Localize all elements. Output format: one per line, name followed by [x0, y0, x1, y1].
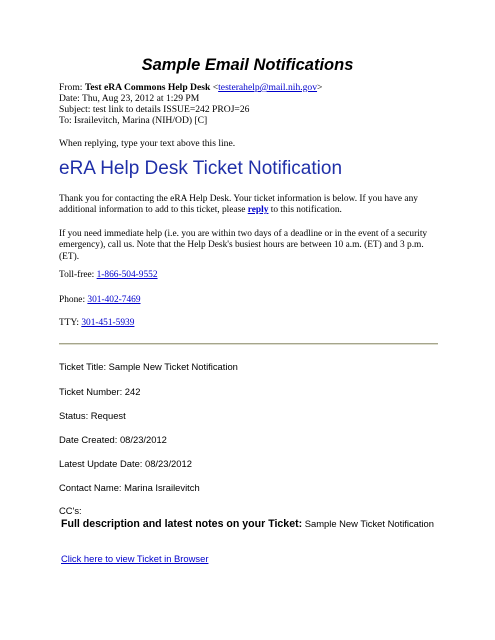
tty-row [59, 318, 443, 329]
main-heading: eRA Help Desk Ticket Notification [59, 158, 343, 179]
from-row [59, 82, 322, 93]
document-title: Sample Email Notifications [141, 56, 354, 74]
from-email-link[interactable]: testerahelp@mail.nih.gov [218, 82, 318, 93]
urgent-help-paragraph: If you need immediate help (i.e. you are within two days of a deadline or in the event of a security emergency), call us. Note that the Help Desk's busiest hours are between 10 a.m. (ET) and 3 p.m. (ET). [59, 229, 428, 262]
to-row: To: Israilevitch, Marina (NIH/OD) [C] [59, 115, 208, 126]
view-ticket-row [61, 553, 208, 564]
ticket-latest-update: Latest Update Date: 08/23/2012 [59, 458, 192, 469]
email-headers [59, 82, 322, 126]
from-email-close: > [317, 82, 323, 93]
from-label: From: [59, 82, 83, 93]
tollfree-number-link[interactable]: 1-866-504-9552 [96, 270, 158, 280]
ticket-number: Ticket Number: 242 [59, 386, 141, 397]
from-email-open: < [212, 82, 219, 93]
ticket-date-created: Date Created: 08/23/2012 [59, 434, 167, 445]
tollfree-label: Toll-free: [59, 270, 95, 280]
ticket-contact-name: Contact Name: Marina Israilevitch [59, 482, 200, 493]
tty-label: TTY: [59, 318, 79, 328]
view-ticket-link[interactable]: Click here to view Ticket in Browser [61, 553, 209, 564]
phone-number-link[interactable]: 301-402-7469 [87, 295, 141, 305]
divider [59, 343, 438, 345]
phone-label: Phone: [59, 295, 86, 305]
intro-text: Thank you for contacting the eRA Help Desk. Your ticket information is below. If you have any additional information to add to this ticket, please [59, 194, 418, 216]
tty-number-link[interactable]: 301-451-5939 [81, 318, 135, 328]
from-name: Test eRA Commons Help Desk [84, 82, 211, 93]
full-description-label: Full description and latest notes on your Ticket: [61, 518, 303, 530]
tollfree-row [59, 270, 443, 281]
date-row: Date: Thu, Aug 23, 2012 at 1:29 PM [59, 93, 200, 104]
reply-link[interactable]: reply [247, 205, 269, 216]
intro-paragraph [59, 194, 443, 217]
ticket-ccs: CC's: [59, 505, 82, 516]
ticket-status: Status: Request [59, 410, 126, 421]
phone-row [59, 295, 443, 306]
ticket-title: Ticket Title: Sample New Ticket Notification [59, 361, 238, 372]
full-description-value: Sample New Ticket Notification [304, 518, 434, 529]
intro-text-end: to this notification. [268, 205, 342, 216]
full-description [61, 518, 441, 530]
reply-instruction: When replying, type your text above this line. [59, 138, 236, 149]
subject-row: Subject: test link to details ISSUE=242 PROJ=26 [59, 104, 250, 115]
